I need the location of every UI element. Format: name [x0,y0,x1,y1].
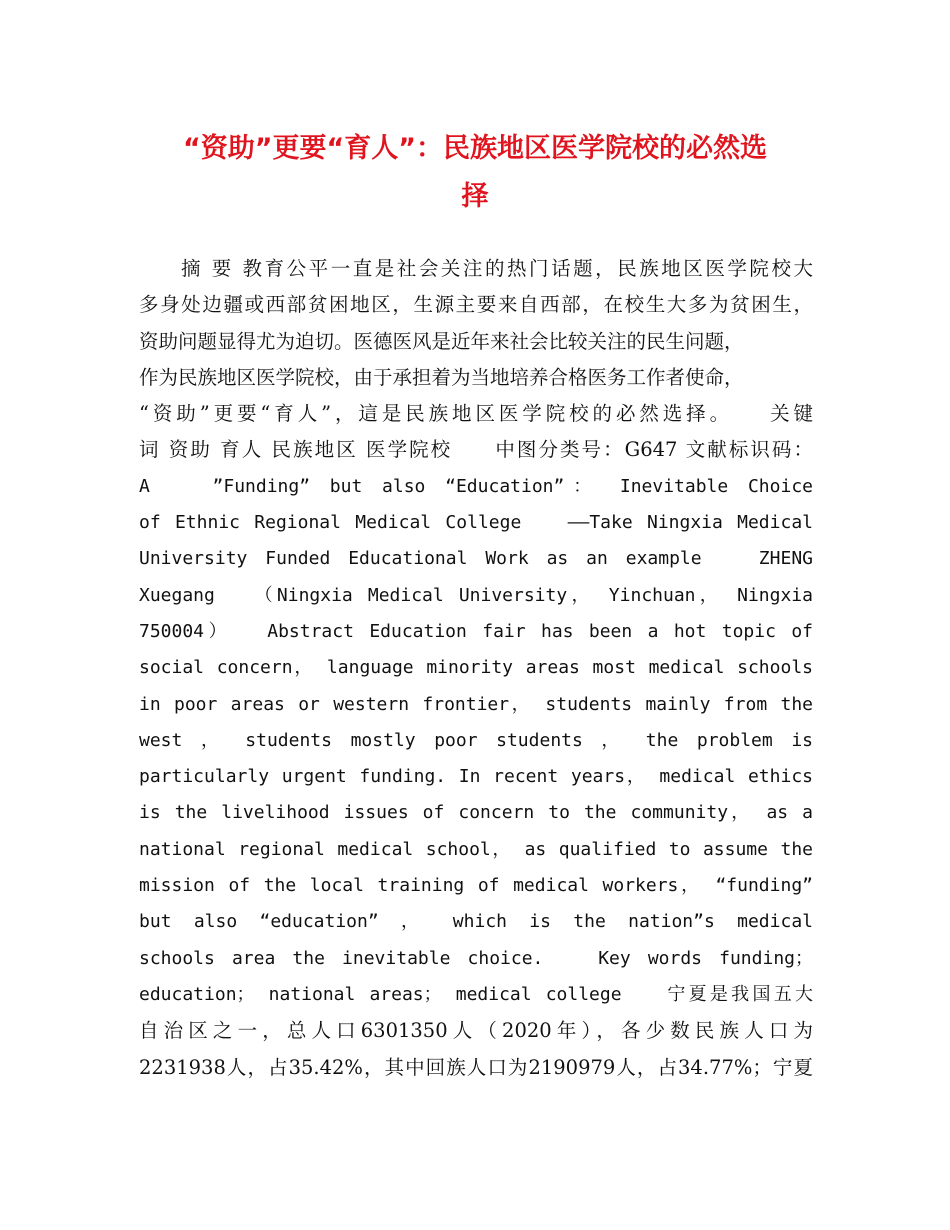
body-line: University Funded Educational Work as an example ZHENG [139,548,813,570]
body-line: 摘 要 教育公平一直是社会关注的热门话题，民族地区医学院校大 [181,257,813,280]
body-line: particularly urgent funding. In recent years， medical ethics [139,766,813,788]
body-line: national regional medical school， as qualified to assume the [139,838,813,860]
body-line: of Ethnic Regional Medical College ——Take Ningxia Medical [139,512,813,534]
body-line: “资助”更要“育人”，這是民族地区医学院校的必然选择。 关键 [139,402,813,426]
body-line: A ”Funding” but also “Education”： Inevitable Choice [139,475,813,497]
body-line: social concern， language minority areas most medical schools [139,657,813,679]
body-line: schools area the inevitable choice. Key words funding； [139,947,813,969]
body-line: in poor areas or western frontier， students mainly from the [139,693,813,715]
document-body [139,251,813,1086]
body-line: but also “education” ， which is the nation”s medical [139,911,813,933]
body-line: is the livelihood issues of concern to the community， as a [139,802,813,824]
body-line: mission of the local training of medical workers， “funding” [139,875,813,897]
body-line: 作为民族地区医学院校，由于承担着为当地培养合格医务工作者使命， [139,365,744,389]
body-line: 词 资助 育人 民族地区 医学院校 中图分类号：G647 文献标识码： [139,438,813,462]
body-line: 750004） Abstract Education fair has been a hot topic of [139,620,813,642]
document-title-line-2: 择 [461,181,489,212]
body-line: 多身处边疆或西部贫困地区，生源主要来自西部，在校生大多为贫困生， [139,293,813,317]
body-line: Xuegang （Ningxia Medical University， Yinchuan， Ningxia [139,584,813,606]
document-title-line-1: “资助”更要“育人”：民族地区医学院校的必然选 [183,133,767,164]
body-line: 2231938人，占35.42%，其中回族人口为2190979人，占34.77%；宁夏 [139,1055,813,1079]
body-line: 资助问题显得尤为迫切。医德医风是近年来社会比较关注的民生问题， [139,329,744,353]
body-line: education； national areas； medical college 宁夏是我国五大 [139,983,813,1005]
body-line: west ， students mostly poor students ， the problem is [139,729,813,751]
body-line: 自治区之一，总人口6301350人（2020年），各少数民族人口为 [139,1019,813,1043]
